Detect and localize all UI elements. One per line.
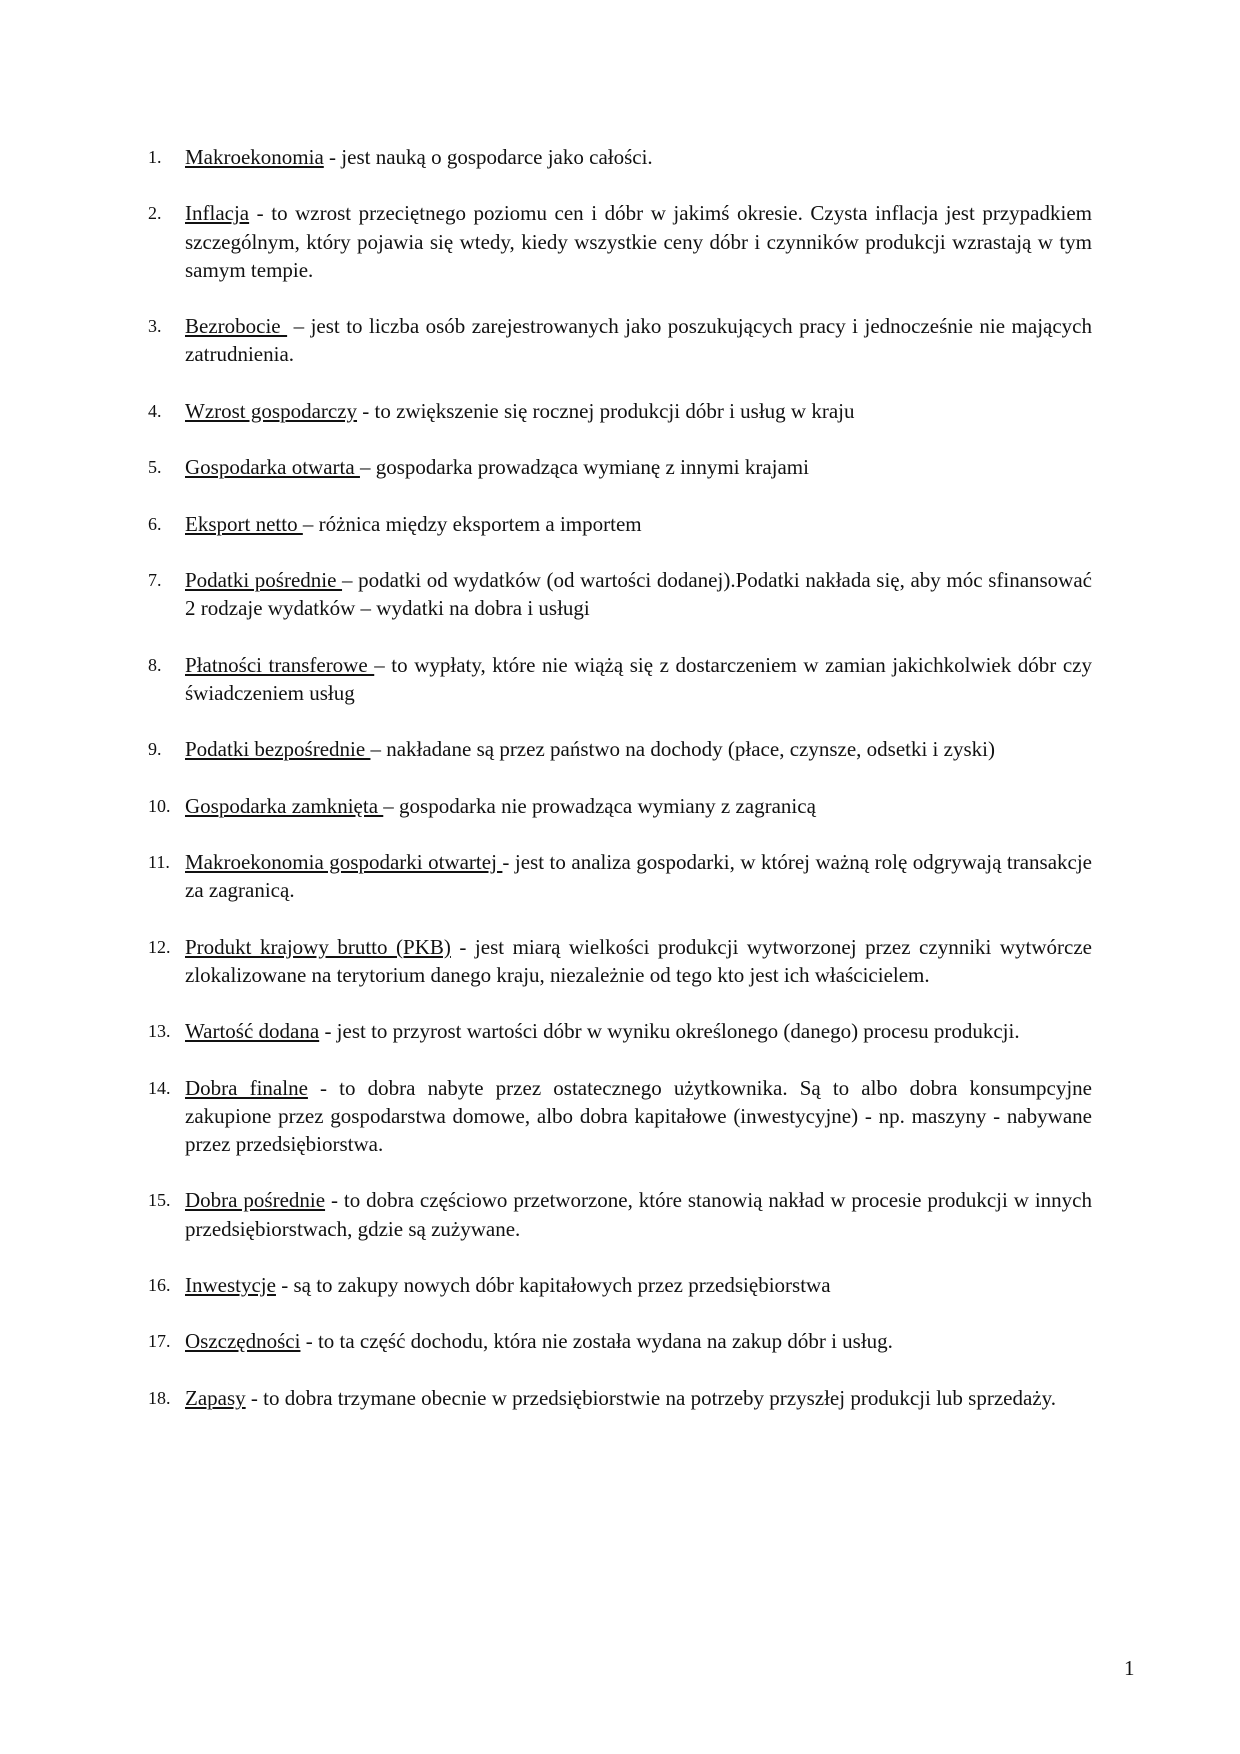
list-item	[148, 1327, 1092, 1355]
list-item	[148, 510, 1092, 538]
item-body	[185, 651, 1092, 707]
page-number: 1	[1124, 1656, 1135, 1680]
item-definition: – gospodarka prowadząca wymianę z innymi krajami	[359, 455, 809, 480]
item-body	[185, 933, 1092, 989]
list-item	[148, 566, 1092, 622]
item-definition: - to wzrost przeciętnego poziomu cen i dóbr w jakimś okresie. Czysta inflacja jest przypadkiem szczególnym, który pojawia się wtedy, kiedy wszystkie ceny dóbr i czynników produkcji wzrastają w tym samym tempie.	[185, 201, 1092, 282]
item-number: 6.	[148, 513, 162, 534]
list-item	[148, 848, 1092, 904]
item-number: 9.	[148, 739, 162, 760]
item-definition: – różnica między eksportem a importem	[302, 511, 642, 536]
list-item	[148, 453, 1092, 481]
item-definition: – to wypłaty, które nie wiążą się z dostarczeniem w zamian jakichkolwiek dóbr czy świadczeniem usług	[185, 652, 1092, 705]
list-item	[148, 792, 1092, 820]
item-definition: - to zwiększenie się rocznej produkcji dóbr i usług w kraju	[357, 398, 855, 423]
item-number: 17.	[148, 1331, 171, 1352]
list-item	[148, 397, 1092, 425]
item-term: Dobra finalne	[185, 1075, 308, 1100]
item-number: 16.	[148, 1274, 171, 1295]
item-number: 5.	[148, 457, 162, 478]
item-number: 4.	[148, 400, 162, 421]
list-item	[148, 651, 1092, 707]
item-number: 1.	[148, 147, 162, 167]
item-body	[185, 143, 1092, 171]
item-term: Wartość dodana	[185, 1019, 320, 1044]
list-item	[148, 143, 1092, 171]
item-number: 7.	[148, 569, 162, 590]
item-number: 2.	[148, 203, 162, 224]
item-number: 18.	[148, 1387, 171, 1408]
item-body	[185, 1271, 1092, 1299]
item-definition: - jest nauką o gospodarce jako całości.	[323, 145, 653, 169]
item-term: Zapasy	[185, 1385, 246, 1410]
list-item	[148, 312, 1092, 368]
item-definition: – jest to liczba osób zarejestrowanych jako poszukujących pracy i jednocześnie nie mających zatrudnienia.	[185, 314, 1093, 367]
item-number: 10.	[148, 795, 171, 816]
item-definition: - są to zakupy nowych dóbr kapitałowych przez przedsiębiorstwa	[275, 1272, 831, 1297]
item-body	[185, 848, 1092, 904]
list-item	[148, 1271, 1092, 1299]
item-definition: - to ta część dochodu, która nie została wydana na zakup dóbr i usług.	[300, 1329, 893, 1354]
list-item	[148, 199, 1092, 284]
item-term: Inflacja	[185, 201, 250, 226]
item-body	[185, 510, 1092, 538]
item-body	[185, 312, 1092, 368]
item-term: Makroekonomia	[185, 145, 324, 169]
item-term: Gospodarka otwarta	[185, 455, 360, 480]
item-body	[185, 1384, 1092, 1412]
item-body	[185, 735, 1092, 763]
item-body	[185, 792, 1092, 820]
item-number: 15.	[148, 1190, 171, 1211]
item-number: 8.	[148, 654, 162, 675]
item-definition: - to dobra nabyte przez ostatecznego użytkownika. Są to albo dobra konsumpcyjne zakupione przez gospodarstwa domowe, albo dobra kapitałowe (inwestycyjne) - np. maszyny - nabywane przez przedsiębiorstwa.	[185, 1075, 1092, 1156]
list-item	[148, 1186, 1092, 1242]
item-body	[185, 397, 1092, 425]
list-item	[148, 735, 1092, 763]
item-definition: - jest miarą wielkości produkcji wytworzonej przez czynniki wytwórcze zlokalizowane na terytorium danego kraju, niezależnie od tego kto jest ich właścicielem.	[185, 934, 1093, 987]
item-term: Produkt krajowy brutto (PKB)	[185, 934, 451, 959]
item-body	[185, 199, 1092, 284]
item-term: Bezrobocie	[185, 314, 288, 339]
item-term: Inwestycje	[185, 1272, 276, 1297]
definitions-list	[148, 143, 1092, 1440]
item-number: 3.	[148, 316, 162, 337]
item-definition: - jest to analiza gospodarki, w której ważną rolę odgrywają transakcje za zagranicą.	[185, 849, 1093, 903]
item-term: Makroekonomia gospodarki otwartej	[185, 849, 503, 874]
list-item	[148, 933, 1092, 989]
item-term: Gospodarka zamknięta	[185, 793, 384, 818]
item-body	[185, 566, 1092, 622]
list-item	[148, 1017, 1092, 1045]
list-item	[148, 1384, 1092, 1412]
item-body	[185, 1186, 1092, 1242]
list-item	[148, 1074, 1092, 1159]
item-term: Wzrost gospodarczy	[185, 398, 358, 423]
item-number: 14.	[148, 1077, 171, 1098]
item-term: Podatki pośrednie	[185, 567, 343, 592]
item-definition: - to dobra częściowo przetworzone, które stanowią nakład w procesie produkcji w innych przedsiębiorstwach, gdzie są zużywane.	[185, 1188, 1092, 1241]
item-definition: – gospodarka nie prowadząca wymiany z zagranicą	[383, 793, 816, 818]
item-term: Oszczędności	[185, 1329, 301, 1354]
item-body	[185, 1327, 1092, 1355]
item-definition: – nakładane są przez państwo na dochody (płace, czynsze, odsetki i zyski)	[370, 737, 995, 762]
item-definition: – podatki od wydatków (od wartości dodanej).Podatki nakłada się, aby móc sfinansować 2 rodzaje wydatków – wydatki na dobra i usługi	[185, 567, 1092, 621]
item-definition: - to dobra trzymane obecnie w przedsiębiorstwie na potrzeby przyszłej produkcji lub sprzedaży.	[245, 1385, 1056, 1410]
item-body	[185, 1017, 1092, 1045]
item-term: Eksport netto	[185, 511, 303, 536]
item-definition: - jest to przyrost wartości dóbr w wyniku określonego (danego) procesu produkcji.	[319, 1019, 1020, 1044]
item-number: 11.	[148, 851, 170, 872]
item-body	[185, 1074, 1092, 1159]
item-number: 13.	[148, 1021, 171, 1042]
item-number: 12.	[148, 936, 171, 957]
item-term: Podatki bezpośrednie	[185, 737, 371, 762]
item-term: Płatności transferowe	[185, 652, 375, 677]
item-body	[185, 453, 1092, 481]
item-term: Dobra pośrednie	[185, 1188, 326, 1213]
